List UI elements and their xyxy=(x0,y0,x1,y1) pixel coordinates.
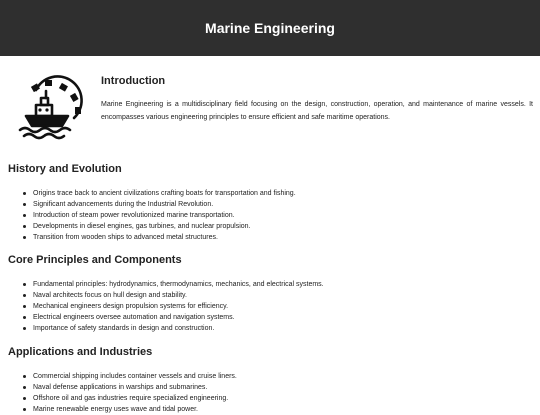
section-history xyxy=(8,163,532,243)
section-applications xyxy=(8,346,532,415)
bullet-list xyxy=(8,371,532,415)
list-item: Origins trace back to ancient civilizations crafting boats for transportation and fishing. xyxy=(18,188,532,199)
intro-section xyxy=(16,72,532,142)
list-item: Marine renewable energy uses wave and tidal power. xyxy=(18,404,532,415)
intro-paragraph: Marine Engineering is a multidisciplinary field focusing on the design, construction, operation, and maintenance of marine vessels. It encompasses various engineering principles to ensure efficient and safe maritime operations. xyxy=(101,101,533,121)
list-item: Mechanical engineers design propulsion systems for efficiency. xyxy=(18,301,532,312)
list-item: Significant advancements during the Industrial Revolution. xyxy=(18,199,532,210)
list-item: Fundamental principles: hydrodynamics, thermodynamics, mechanics, and electrical systems. xyxy=(18,279,532,290)
list-item: Importance of safety standards in design and construction. xyxy=(18,323,532,334)
section-core-principles xyxy=(8,254,532,334)
list-item: Naval defense applications in warships and submarines. xyxy=(18,382,532,393)
section-heading: History and Evolution xyxy=(8,163,122,175)
list-item: Offshore oil and gas industries require specialized engineering. xyxy=(18,393,532,404)
list-item: Developments in diesel engines, gas turbines, and nuclear propulsion. xyxy=(18,221,532,232)
list-item: Introduction of steam power revolutionized marine transportation. xyxy=(18,210,532,221)
list-item: Naval architects focus on hull design and stability. xyxy=(18,290,532,301)
bullet-list xyxy=(8,188,532,243)
list-item: Transition from wooden ships to advanced metal structures. xyxy=(18,232,532,243)
intro-text xyxy=(101,72,533,124)
section-heading: Core Principles and Components xyxy=(8,254,182,266)
page-header xyxy=(0,0,540,56)
list-item: Electrical engineers oversee automation and navigation systems. xyxy=(18,312,532,323)
page-title: Marine Engineering xyxy=(205,20,335,36)
list-item: Commercial shipping includes container vessels and cruise liners. xyxy=(18,371,532,382)
bullet-list xyxy=(8,279,532,334)
ship-gear-icon xyxy=(16,78,84,140)
section-heading: Applications and Industries xyxy=(8,346,153,358)
intro-heading: Introduction xyxy=(101,75,166,87)
